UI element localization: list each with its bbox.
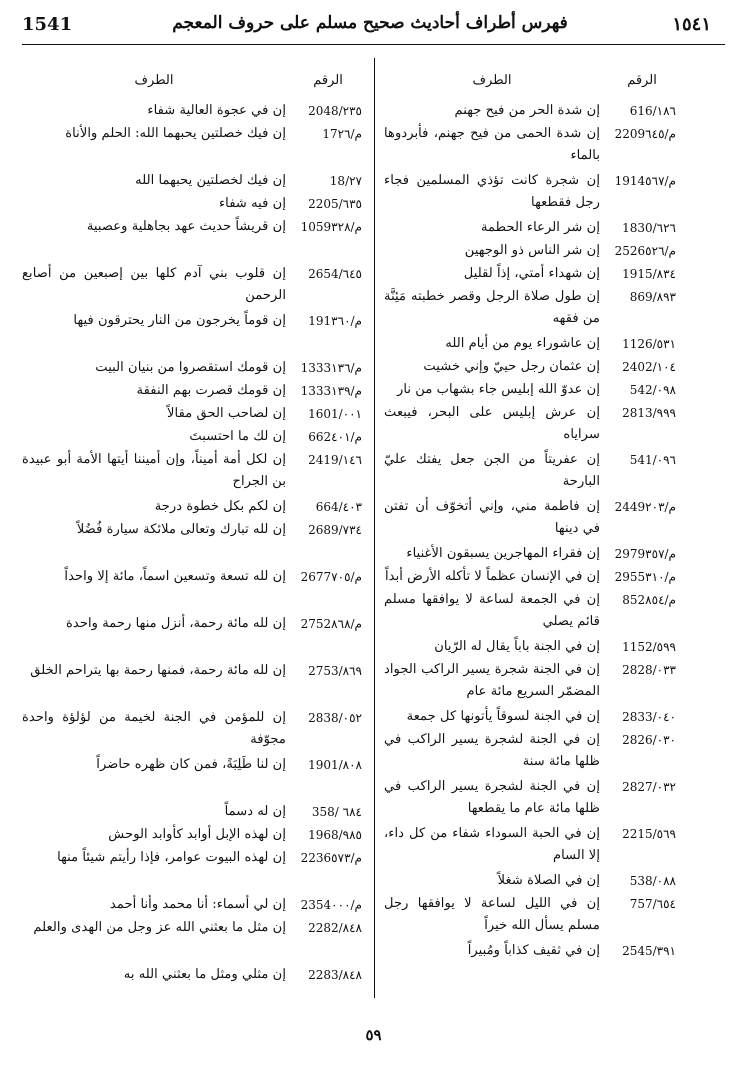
entry-text: إن في الجنة لشجرة يسير الراكب في ظلها مائة عام ما يقطعها [384,779,600,816]
entry-number: 664/٤٠٣ [315,500,362,514]
entry-number: 1601/٠٠١ [308,407,362,421]
index-entry [384,566,684,589]
index-entry [22,357,370,380]
entry-number: 17م/٢٦ [322,127,362,141]
entry-text: إن عثمان رجل حييّ وإني خشيت [423,359,600,374]
entry-text: إن في الجنة باباً يقال له الرّيان [434,639,600,654]
entry-text: إن لنا طَلِبَةً، فمن كان ظهره حاضراً [96,757,286,772]
index-entry [384,496,684,543]
left-entries [22,100,370,987]
index-entry [22,824,370,847]
index-entry [22,403,370,426]
entry-number: 2955م/٣١٠ [614,570,676,584]
entry-text: إن لله مائة رحمة، فمنها رحمة بها يتراحم الخلق [30,663,286,678]
index-entry [22,216,370,263]
entry-text: إن لهذه البيوت عوامر، فإذا رأيتم شيئاً منها [57,850,286,865]
entry-text: إن شدة الحمى من فيح جهنم، فأبردوها بالماء [384,126,600,163]
number-header: الرقم [313,72,343,88]
entry-text: إن شدة الحر من فيح جهنم [454,103,600,118]
entry-number: 2689/٧٣٤ [308,523,362,537]
entry-number: 2354م/٠٠٠ [300,898,362,912]
page-number-latin: 1541 [22,14,73,35]
entry-number: 2545/٣٩١ [622,944,676,958]
index-entry [22,426,370,449]
index-entry [22,496,370,519]
entry-text: إن لكل أمة أميناً، وإن أميننا أيتها الأمة أبو عبيدة بن الجراح [22,452,286,489]
entry-number: 2402/١٠٤ [622,360,676,374]
entry-text: إن فيك خصلتين يحبهما الله: الحلم والأناة [65,126,286,141]
entry-text: إن لك ما احتسبتَ [189,429,286,444]
entry-text: إن لله تبارك وتعالى ملائكة سيارة فُضُلاً [76,522,286,537]
index-entry [22,754,370,801]
index-entry [384,776,684,823]
entry-text: إن عدوّ الله إبليس جاء بشهاب من نار [397,382,600,397]
entry-text: إن لله مائة رحمة، أنزل منها رحمة واحدة [65,616,286,631]
entry-number: 2654/٦٤٥ [308,267,362,281]
index-entry [22,519,370,566]
entry-number: 2048/٢٣٥ [308,104,362,118]
entry-number: 2205/٦٣٥ [308,197,362,211]
entry-number: 542/٠٩٨ [629,383,676,397]
index-entry [22,566,370,613]
text-header: الطرف [472,72,512,88]
column-divider [374,58,375,998]
entry-text: إن في الإنسان عظماً لا تأكله الأرض أبداً [385,569,600,584]
entry-number: 2236م/٥٧٣ [300,851,362,865]
left-column-header [22,60,370,100]
right-entries [384,100,684,963]
entry-text: إن فيك لخصلتين يحبهما الله [135,173,286,188]
left-column [22,60,370,987]
index-entry [22,100,370,123]
entry-number: 1059م/٣٢٨ [300,220,362,234]
entry-number: 541/٠٩٦ [629,453,676,467]
index-entry [22,613,370,660]
running-title: فهرس أطراف أحاديث صحيح مسلم على حروف المعجم [172,13,568,33]
entry-text: إن فيه شفاء [218,196,286,211]
entry-number: 662م/٤٠١ [308,430,362,444]
entry-number: 2828/٠٣٣ [622,663,676,677]
entry-text: إن فاطمة مني، وإني أتخوّف أن تفتن في دينها [384,499,600,536]
entry-number: 2752م/٨٦٨ [300,617,362,631]
page-number-arabic: ١٥٤١ [672,14,711,35]
entry-text: إن في الحبة السوداء شفاء من كل داء، إلا السام [384,826,600,863]
entry-number: 2449م/٢٠٣ [614,500,676,514]
entry-text: إن شر الرعاء الحطمة [480,220,600,235]
index-entry [22,310,370,357]
index-entry [22,707,370,754]
index-entry [22,263,370,310]
index-entry [22,847,370,894]
entry-number: 2813/٩٩٩ [622,406,676,420]
entry-text: إن عرش إبليس على البحر، فيبعث سراياه [384,405,600,442]
entry-number: 1333م/١٣٩ [300,384,362,398]
index-entry [22,449,370,496]
entry-text: إن لكم بكل خطوة درجة [154,499,286,514]
index-entry [384,402,684,449]
index-entry [384,823,684,870]
index-entry [384,263,684,286]
entry-text: إن في الصلاة شغلاً [497,873,600,888]
entry-number: 2677م/٧٠٥ [300,570,362,584]
index-entry [384,893,684,940]
right-column [384,60,684,963]
entry-number: 1914م/٥٦٧ [614,174,676,188]
entry-number: 2282/٨٤٨ [308,921,362,935]
header-rule [22,44,725,45]
entry-number: 616/١٨٦ [629,104,676,118]
entry-text: إن له دسماً [224,804,286,819]
entry-text: إن شجرة كانت تؤذي المسلمين فجاء رجل فقطعها [384,173,600,210]
index-entry [384,100,684,123]
index-entry [384,217,684,240]
entry-number: 1126/٥٣١ [622,337,676,351]
entry-text: إن لله تسعة وتسعين اسماً، مائة إلا واحداً [64,569,286,584]
entry-number: 2827/٠٣٢ [622,780,676,794]
entry-text: إن قريشاً حديث عهد بجاهلية وعصبية [86,219,286,234]
entry-text: إن فقراء المهاجرين يسبقون الأغنياء [406,546,600,561]
index-entry [384,940,684,963]
index-entry [22,193,370,216]
entry-number: 1333م/١٣٦ [300,361,362,375]
entry-text: إن شر الناس ذو الوجهين [464,243,600,258]
entry-text: إن في الجنة شجرة يسير الراكب الجواد المضمّر السريع مائة عام [384,662,600,699]
entry-text: إن قوماً يخرجون من النار يحترقون فيها [73,313,286,328]
index-entry [22,917,370,964]
index-entry [22,894,370,917]
index-entry [384,170,684,217]
entry-text: إن طول صلاة الرجل وقصر خطبته مَئِنَّة من فقهه [384,289,600,326]
index-entry [384,636,684,659]
index-entry [22,660,370,707]
entry-number: 1915/٨٣٤ [622,267,676,281]
entry-number: 2283/٨٤٨ [308,968,362,982]
entry-text: إن في الجنة لسوقاً يأتونها كل جمعة [406,709,600,724]
index-entry [384,123,684,170]
entry-text: إن عفريتاً من الجن جعل يفتك عليّ البارحة [384,452,600,489]
index-entry [384,333,684,356]
index-entry [384,706,684,729]
index-entry [384,729,684,776]
entry-text: إن للمؤمن في الجنة لخيمة من لؤلؤة واحدة مجوّفة [22,710,286,747]
right-column-header [384,60,684,100]
entry-text: إن مثلي ومثل ما بعثني الله به [123,967,286,982]
entry-text: إن قومك استقصروا من بنيان البيت [95,360,286,375]
index-entry [22,964,370,987]
entry-number: 1901/٨٠٨ [308,758,362,772]
entry-number: 757/٦٥٤ [629,897,676,911]
entry-number: 1152/٥٩٩ [622,640,676,654]
entry-number: 1968/٩٨٥ [308,828,362,842]
entry-text: إن في الليل لساعة لا يوافقها رجل مسلم يسأل الله خيراً [384,896,600,933]
entry-text: إن في عجوة العالية شفاء [147,103,286,118]
index-entry [384,543,684,566]
entry-number: 2979م/٣٥٧ [614,547,676,561]
entry-text: إن لصاحب الحق مقالاً [167,406,286,421]
index-entry [384,286,684,333]
entry-number: 191م/٣٦٠ [308,314,362,328]
entry-text: إن في ثقيف كذاباً ومُبيراً [467,943,600,958]
index-entry [384,356,684,379]
index-entry [22,380,370,403]
number-header: الرقم [627,72,657,88]
index-entry [22,801,370,824]
entry-number: 2838/٠٥٢ [308,711,362,725]
entry-text: إن قومك قصرت بهم النفقة [136,383,286,398]
text-header: الطرف [134,72,174,88]
entry-text: إن لي أسماء: أنا محمد وأنا أحمد [109,897,286,912]
entry-number: 2526م/٥٢٦ [614,244,676,258]
entry-text: إن لهذه الإبل أوابد كأوابد الوحش [108,827,286,842]
index-entry [384,659,684,706]
entry-number: 2209م/٦٤٥ [614,127,676,141]
page-header [0,0,747,46]
entry-number: 538/٠٨٨ [629,874,676,888]
entry-text: إن في الجمعة لساعة لا يوافقها مسلم قائم يصلي [384,592,600,629]
entry-number: 18/٢٧ [329,174,362,188]
page-footer-number: ٥٩ [365,1026,382,1044]
index-entry [384,379,684,402]
entry-number: 2419/١٤٦ [308,453,362,467]
index-entry [384,240,684,263]
index-entry [22,123,370,170]
entry-text: إن في الجنة لشجرة يسير الراكب في ظلها مائة سنة [384,732,600,769]
entry-number: 358/ ٦٨٤ [311,805,362,819]
entry-text: إن عاشوراء يوم من أيام الله [445,336,600,351]
entry-number: 852م/٨٥٤ [622,593,676,607]
entry-number: 2753/٨٦٩ [308,664,362,678]
entry-number: 2833/٠٤٠ [622,710,676,724]
entry-text: إن قلوب بني آدم كلها بين إصبعين من أصابع الرحمن [22,266,286,303]
index-entry [384,589,684,636]
entry-text: إن مثل ما بعثني الله عز وجل من الهدى والعلم [33,920,286,935]
entry-number: 1830/٦٢٦ [622,221,676,235]
entry-number: 2215/٥٦٩ [622,827,676,841]
index-entry [384,870,684,893]
entry-number: 2826/٠٣٠ [622,733,676,747]
entry-text: إن شهداء أمتي، إذاً لقليل [463,266,600,281]
index-entry [384,449,684,496]
entry-number: 869/٨٩٣ [629,290,676,304]
index-entry [22,170,370,193]
